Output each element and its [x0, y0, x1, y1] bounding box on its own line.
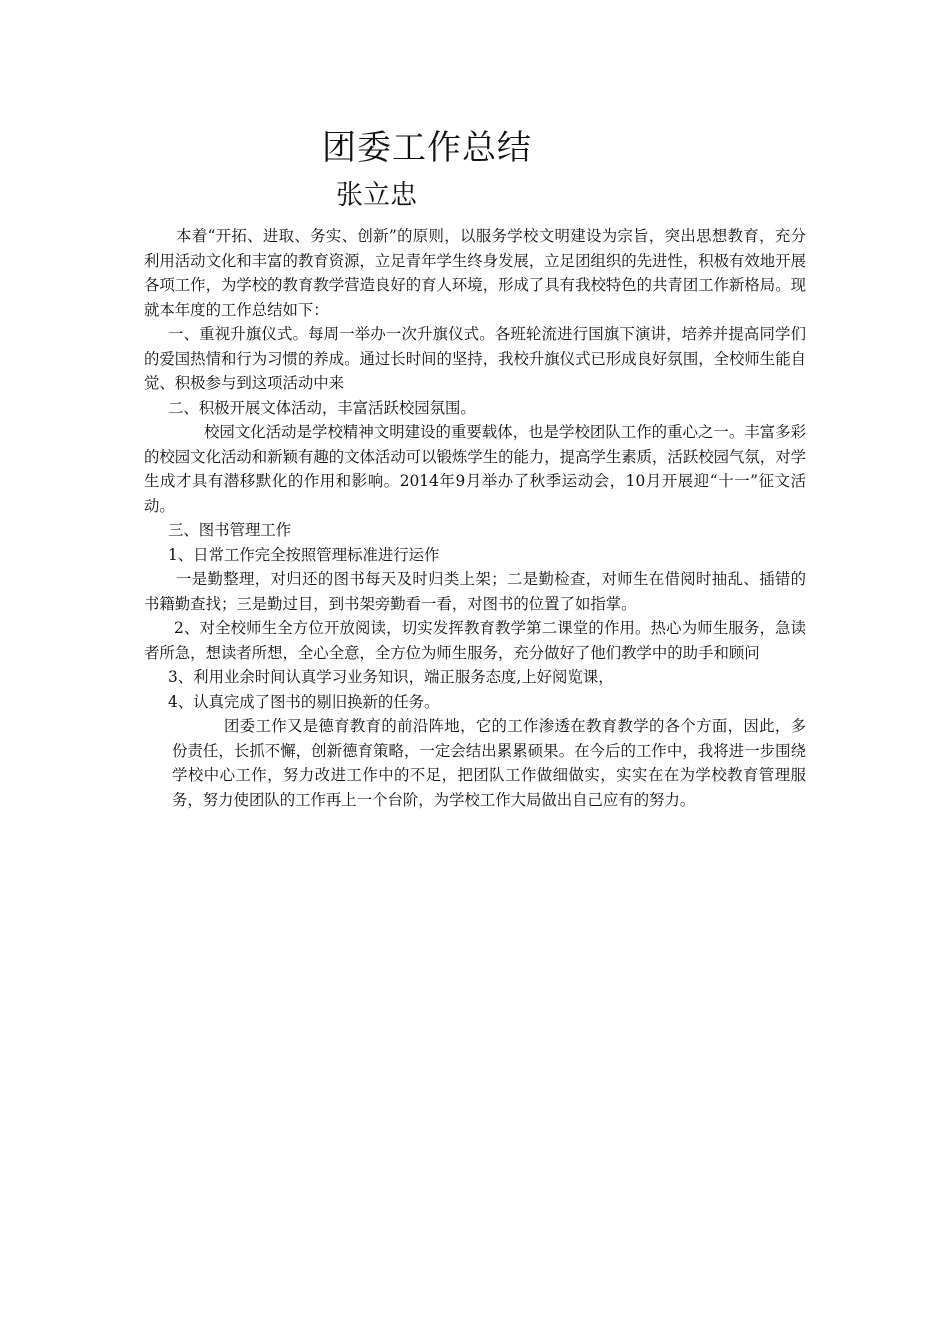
section-1-paragraph: 一、重视升旗仪式。每周一举办一次升旗仪式。各班轮流进行国旗下演讲，培养并提高同学们的爱国热情和行为习惯的养成。通过长时间的坚持，我校升旗仪式已形成良好氛围，全校师生能自觉、积极参与到这项活动中来: [144, 325, 806, 392]
item-1-paragraph: 一是勤整理，对归还的图书每天及时归类上架；二是勤检查，对师生在借阅时抽乱、插错的书籍勤查找；三是勤过目，到书架旁勤看一看，对图书的位置了如指掌。: [144, 570, 806, 613]
item-4-paragraph: 4、认真完成了图书的剔旧换新的任务。: [168, 692, 440, 711]
closing-paragraph: 团委工作又是德育教育的前沿阵地，它的工作渗透在教育教学的各个方面，因此，多份责任，长抓不懈，创新德育策略，一定会结出累累硕果。在今后的工作中，我将进一步围绕学校中心工作，努力改进工作中的不足，把团队工作做细做实，实实在在为学校教育管理服务，努力使团队的工作再上一个台阶，为学校工作大局做出自己应有的努力。: [172, 717, 806, 809]
item-3-paragraph: 3、利用业余时间认真学习业务知识，端正服务态度,上好阅览课，: [168, 668, 614, 686]
intro-paragraph: 本着“开拓、进取、务实、创新”的原则，以服务学校文明建设为宗旨，突出思想教育，充分利用活动文化和丰富的教育资源，立足青年学生终身发展，立足团组织的先进性，积极有效地开展各项工作，为学校的教育教学营造良好的育人环境，形成了具有我校特色的共青团工作新格局。现就本年度的工作总结如下：: [144, 227, 806, 319]
item-1-heading: 1、日常工作完全按照管理标准进行运作: [168, 545, 440, 564]
document-title: 团委工作总结: [322, 128, 532, 168]
document-body: [144, 224, 806, 812]
section-3-heading: 三、图书管理工作: [168, 521, 292, 539]
section-2-heading: 二、积极开展文体活动，丰富活跃校园氛围。: [168, 398, 476, 417]
section-2-paragraph: 校园文化活动是学校精神文明建设的重要载体，也是学校团队工作的重心之一。丰富多彩的校园文化活动和新颖有趣的文体活动可以锻炼学生的能力，提高学生素质，活跃校园气氛，对学生成才具有潜移默化的作用和影响。2014年9月举办了秋季运动会，10月开展迎“十一”征文活动。: [144, 423, 806, 515]
document-author: 张立忠: [336, 180, 417, 211]
item-2-paragraph: 2、对全校师生全方位开放阅读，切实发挥教育教学第二课堂的作用。热心为师生服务，急读者所急，想读者所想，全心全意，全方位为师生服务，充分做好了他们教学中的助手和顾问: [144, 619, 806, 662]
